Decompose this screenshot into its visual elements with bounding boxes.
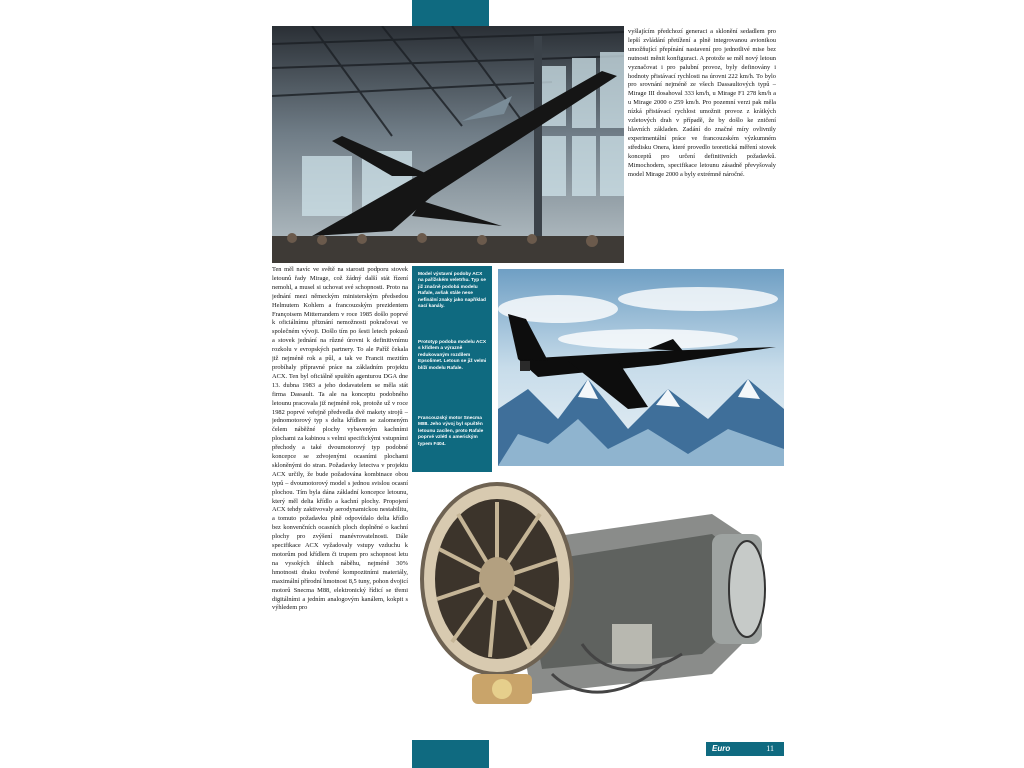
- article-text-left-column: Ten měl navíc ve světě na starosti podporu stovek letounů řady Mirage, což žádný další stát řízení nemohl, a musel si uchovat své schopnosti. Proto na jednání mezi německým ministerským předsedou Helmutem Kohlem a francouzským prezidentem Françoisem Mitterrandem v roce 1985 došlo poprvé k oficiálnímu přiznání nemožnosti pokračovat ve společném vývoji. Došlo tím po šesti letech pokusů a stovek jednání na různé úrovni k definitivnímu rozkolu v evropských partnery. To ale Paříž čekala již nejméně rok a půl, a tak ve Francii mezitím probíhaly přípravné práce na základním projektu ACX. Ten byl oficiálně spuštěn agenturou DGA dne 13. dubna 1983 a jeho dodavatelem se měla stát firma Dassault. Ta ale na konceptu podobného letounu pracovala již nejméně rok, protože už v roce 1982 poprvé veřejně předvedla dvě makety strojů – jednomotorový typ s delta křídlem se zalomeným čelem náběžné plochy vybaveným kachními plochami za kabinou s velmi specifickými vstupními přechody a také dvoumotorový typ podobné koncepce se zdvojenými ocasními plochami skloněnými do stran. Požadavky letectva v projektu ACX určily, že bude požadována kombinace obou typů – dvoumotorový model s jednou svislou ocasní plochou. Tím byla dána základní koncepce letounu, který měl delta křídlo a kachní plochy. Propojení ACX tehdy zaktivovaly aerodynamickou nestabilitu, a tomuto požadavku plně odpovídalo delta křídlo bez konvenčních ocasních ploch doplněné o kachní plochy pro zvýšení manévrovatelnosti. Dále specifikace ACX vyžadovaly vstupy vzduchu k motorům pod křídlem či trupem pro schopnost letu na vysokých úhlech náběhu, nejméně 30% hmotnosti draku tvořené kompozitními materiály, maximální přírodní hmotnost 8,5 tuny, pohon dvojicí motorů Snecma M88, elektronický řídicí se třemi digitálními a jedním analogovým kanálem, kokpit s výhledem pro: [272, 266, 408, 612]
- caption-flying-prototype: Prototyp podoba modelu ACX s křídlem a výrazně redukovaným rozdílem Epsolimet. Letoun se již velmi blíží modelu Rafale.: [418, 340, 487, 371]
- caption-hangar-photo: Model výstavní podoby ACX na pařížském veletrhu. Typ se již značně podobá modelu Rafale, avšak stále nese nefinální znaky jako například sací kanály.: [418, 272, 486, 310]
- engine-photo: [412, 474, 776, 736]
- page-footer: [706, 742, 784, 756]
- top-accent-bar: [412, 0, 489, 26]
- prototype-flight-photo: [498, 269, 784, 466]
- footer-brand: Euro: [712, 744, 731, 753]
- bottom-accent-bar: [412, 740, 489, 768]
- page-number: 11: [766, 744, 774, 753]
- caption-engine-photo: Francouzský motor Snecma M88. Jeho vývoj byl spuštěn letounu zacílen, proto Rafale poprvé vzlétl s americkým typem F404.: [418, 416, 484, 447]
- article-text-right-top: vyšlajícím předchozí generaci a sklonění sedadlem pro lepší zvládání přetížení a plně integrovanou avionikou umožňující přepínání nastavení pro jednotlivé mise bez nutnosti měnit konfiguraci. A protože se měl nový letoun vyznačovat i pro palubní provoz, byly definovány i hodnoty přistávací rychlosti na úrovni 222 km/h. To bylo pro srovnání nejméně ze všech Dassaultových typů – Mirage III dosahoval 333 km/h, u Mirage F1 278 km/h a u Mirage 2000 o 259 km/h. Pro pozemní verzi pak měla nízká přistávací rychlost umožnit provoz z krátkých vzletových drah v případě, že by došlo ke zničení hlavních základen. Zadání do značné míry ovlivnily experimentální práce ve francouzském výzkumném středisku Onera, které provedlo teoretická měření stovek konceptů pro určení definitivních požadavků. Mimochodem, specifikace letounu zásadně převyšovaly model Mirage 2000 a byly extrémně náročné.: [628, 28, 776, 178]
- hangar-aircraft-photo: [272, 26, 624, 263]
- caption-panel: [412, 266, 492, 472]
